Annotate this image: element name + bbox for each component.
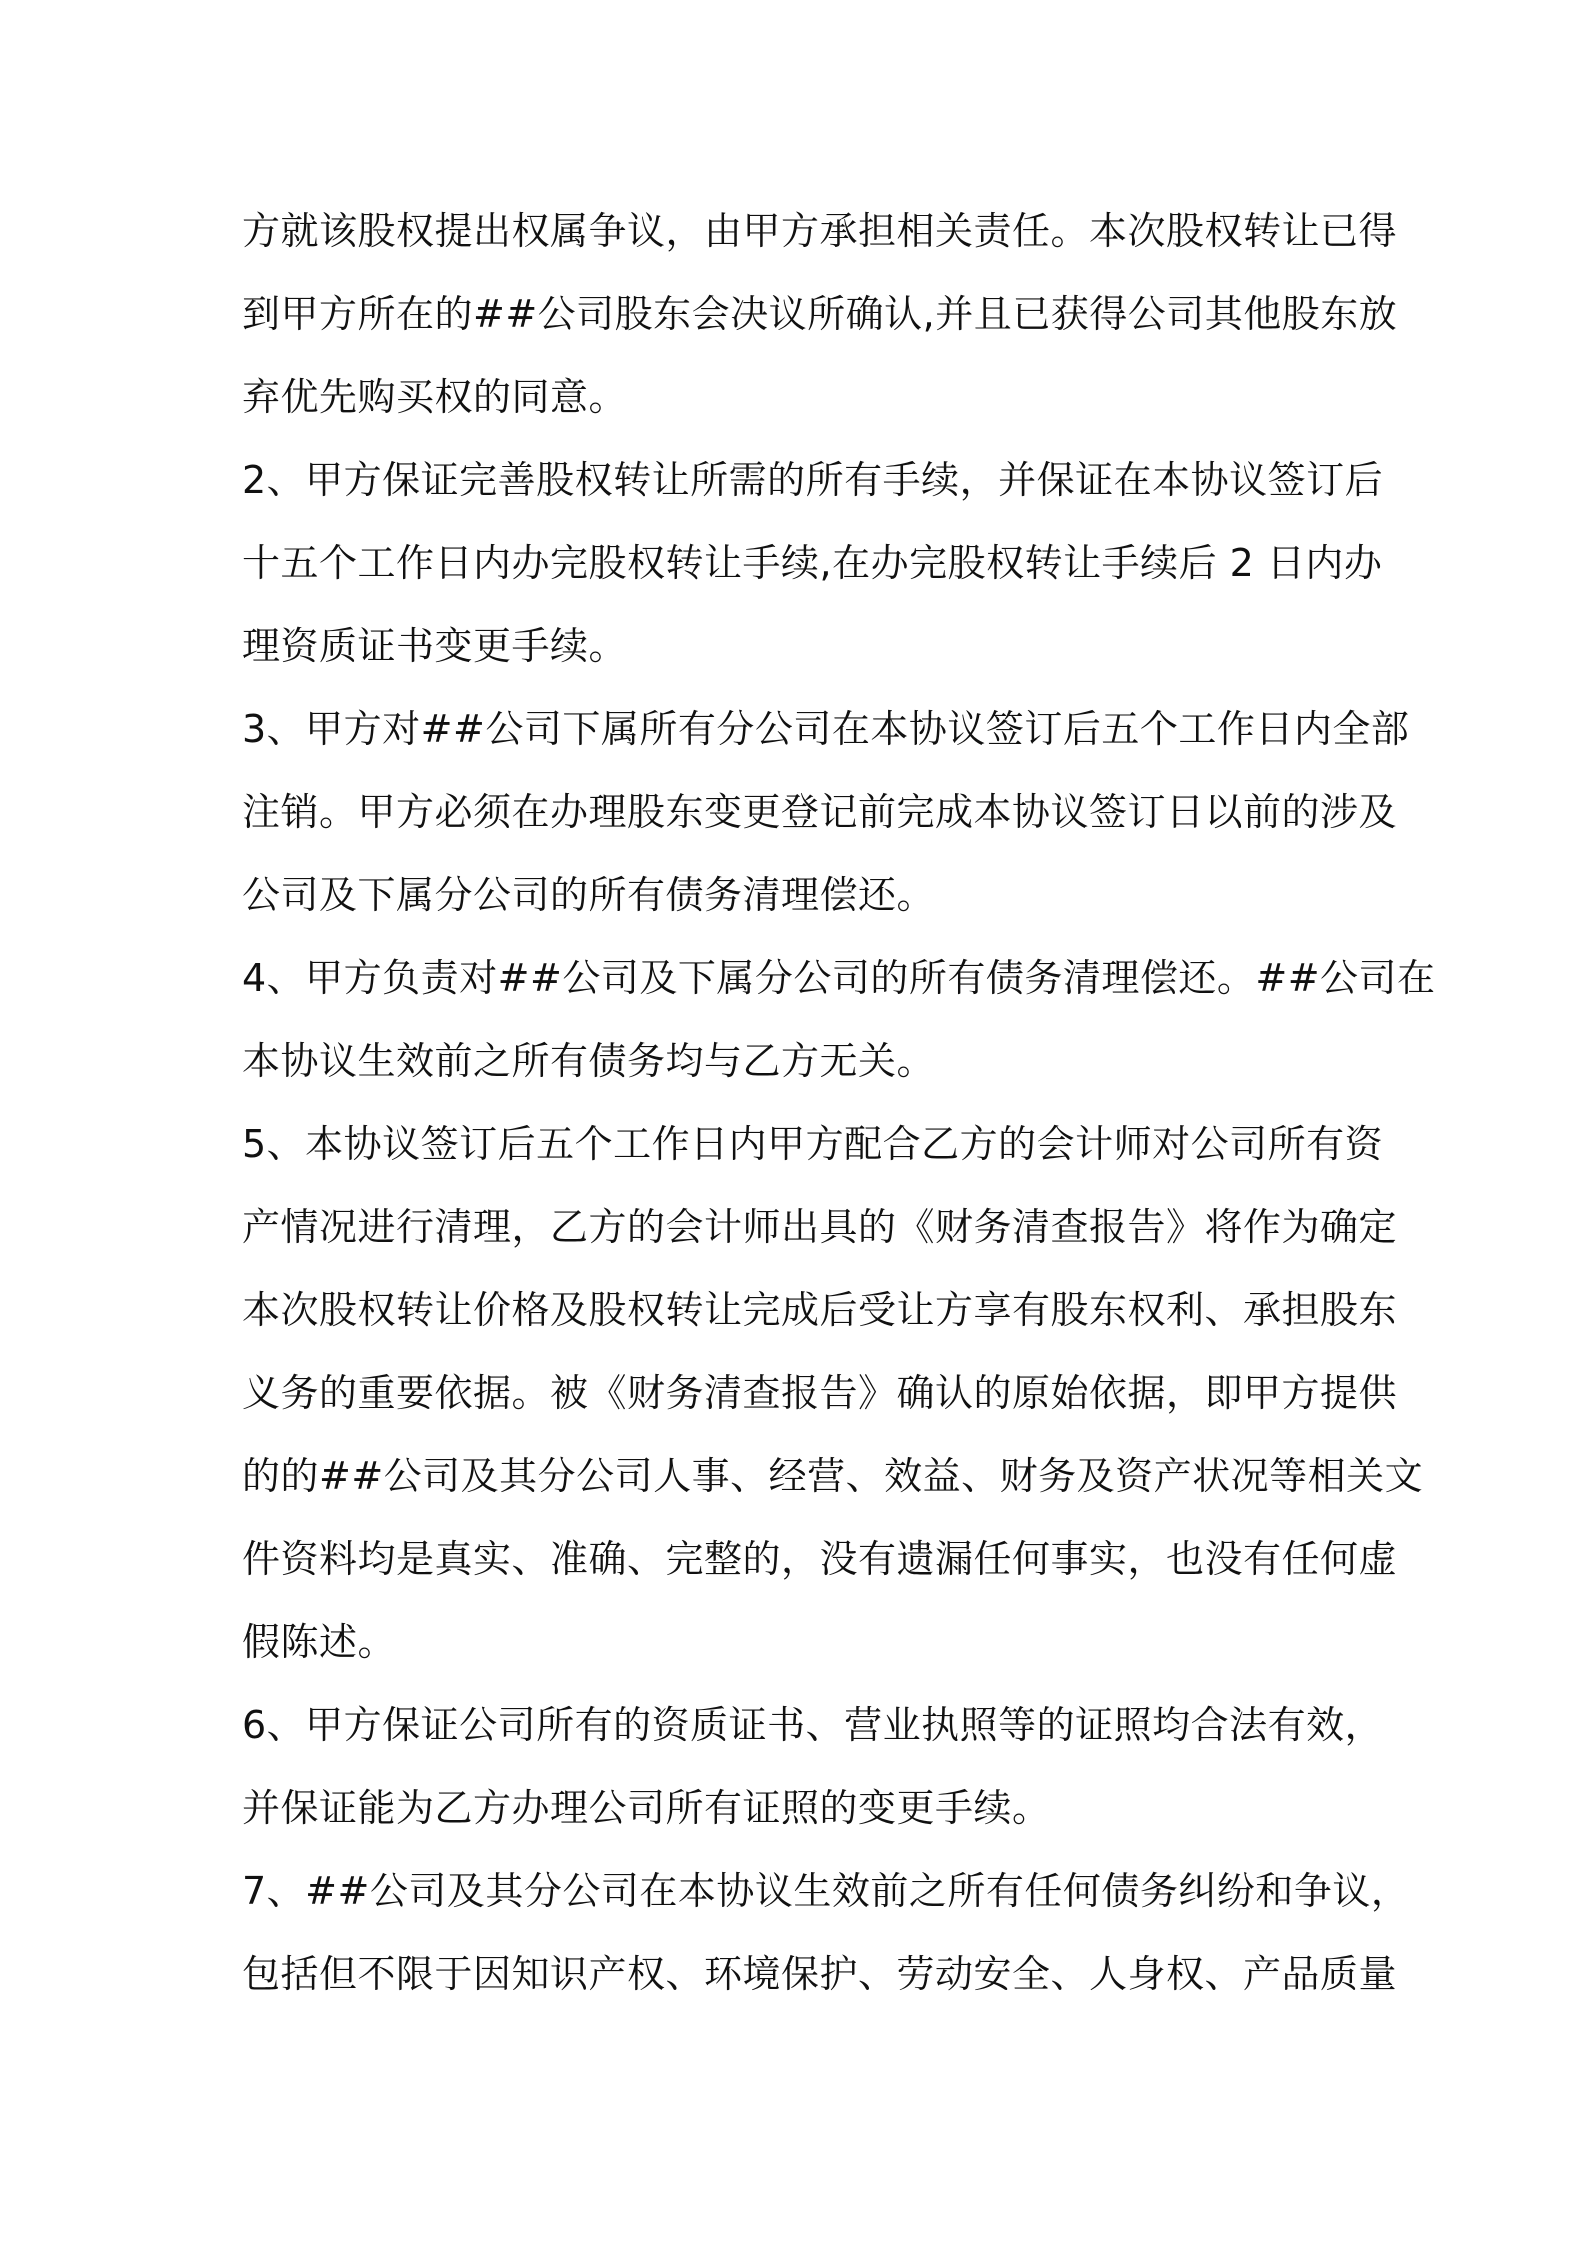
text-line: 2、甲方保证完善股权转让所需的所有手续，并保证在本协议签订后 — [242, 458, 1384, 502]
text-line: 方就该股权提出权属争议，由甲方承担相关责任。本次股权转让已得 — [242, 209, 1398, 253]
text-line: 十五个工作日内办完股权转让手续,在办完股权转让手续后 2 日内办 — [242, 541, 1383, 585]
text-line: 7、##公司及其分公司在本协议生效前之所有任何债务纠纷和争议， — [242, 1869, 1410, 1913]
text-line: 注销。甲方必须在办理股东变更登记前完成本协议签订日以前的涉及 — [242, 790, 1398, 834]
text-line: 到甲方所在的##公司股东会决议所确认,并且已获得公司其他股东放 — [242, 292, 1398, 336]
document-body — [242, 190, 1436, 2016]
text-line: 的的##公司及其分公司人事、经营、效益、财务及资产状况等相关文 — [242, 1454, 1424, 1498]
text-line: 产情况进行清理，乙方的会计师出具的《财务清查报告》将作为确定 — [242, 1205, 1398, 1249]
text-line: 6、甲方保证公司所有的资质证书、营业执照等的证照均合法有效， — [242, 1703, 1384, 1747]
text-line: 弃优先购买权的同意。 — [242, 375, 628, 419]
text-line: 并保证能为乙方办理公司所有证照的变更手续。 — [242, 1786, 1051, 1830]
text-line: 理资质证书变更手续。 — [242, 624, 628, 668]
text-line: 假陈述。 — [242, 1620, 397, 1664]
text-line: 本次股权转让价格及股权转让完成后受让方享有股东权利、承担股东 — [242, 1288, 1398, 1332]
text-line: 件资料均是真实、准确、完整的，没有遗漏任何事实，也没有任何虚 — [242, 1537, 1398, 1581]
text-line: 公司及下属分公司的所有债务清理偿还。 — [242, 873, 936, 917]
text-line: 3、甲方对##公司下属所有分公司在本协议签订后五个工作日内全部 — [242, 707, 1410, 751]
text-line: 4、甲方负责对##公司及下属分公司的所有债务清理偿还。##公司在 — [242, 956, 1436, 1000]
text-line: 本协议生效前之所有债务均与乙方无关。 — [242, 1039, 936, 1083]
text-line: 义务的重要依据。被《财务清查报告》确认的原始依据，即甲方提供 — [242, 1371, 1398, 1415]
text-line: 包括但不限于因知识产权、环境保护、劳动安全、人身权、产品质量 — [242, 1952, 1398, 1996]
text-line: 5、本协议签订后五个工作日内甲方配合乙方的会计师对公司所有资 — [242, 1122, 1384, 1166]
